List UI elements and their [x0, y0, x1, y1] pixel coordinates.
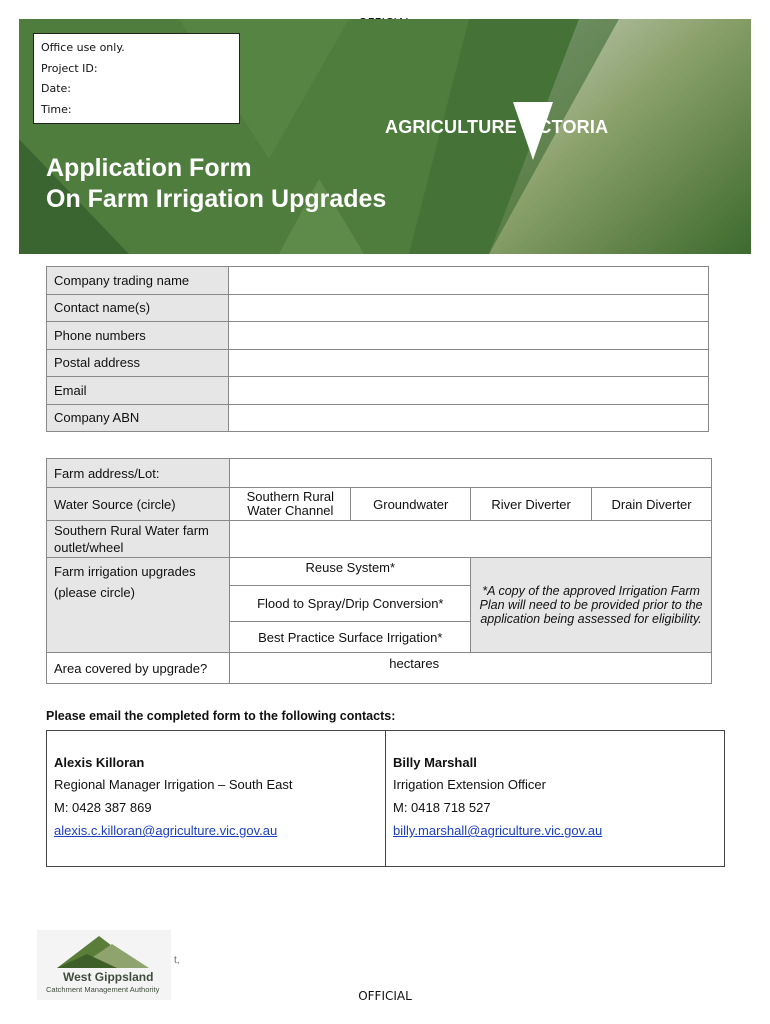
outlet-wheel-input[interactable]	[230, 521, 712, 558]
office-use-box	[33, 33, 240, 124]
company-field-label: Postal address	[47, 349, 229, 377]
water-source-option-srw-channel[interactable]: Southern Rural Water Channel	[230, 488, 351, 521]
date-label: Date:	[41, 82, 71, 95]
farm-plan-note: *A copy of the approved Irrigation Farm Plan will need to be provided prior to the application being assessed for eligibility.	[471, 558, 712, 653]
email-instruction: Please email the completed form to the following contacts:	[46, 709, 396, 723]
company-field-row	[47, 294, 709, 322]
contact-role: Irrigation Extension Officer	[393, 777, 546, 792]
hills-icon	[37, 930, 171, 970]
outlet-wheel-label: Southern Rural Water farm outlet/wheel	[47, 521, 230, 558]
contact-role: Regional Manager Irrigation – South East	[54, 777, 293, 792]
farm-details-table	[46, 458, 712, 684]
company-field-input[interactable]	[229, 267, 709, 295]
title-line-2: On Farm Irrigation Upgrades	[46, 185, 387, 213]
agriculture-victoria-logo	[385, 102, 625, 162]
company-field-row	[47, 322, 709, 350]
form-title	[46, 153, 386, 215]
official-marking-bottom: OFFICIAL	[358, 989, 412, 1003]
area-hectares-input[interactable]: hectares	[230, 653, 712, 684]
company-field-row	[47, 377, 709, 405]
please-circle-note: (please circle)	[54, 585, 135, 600]
company-field-label: Company ABN	[47, 404, 229, 432]
irrigation-upgrades-label	[47, 558, 230, 653]
company-field-input[interactable]	[229, 294, 709, 322]
logo-word-victoria: VICTORIA	[521, 117, 609, 137]
contact-card	[47, 731, 386, 866]
company-field-label: Contact name(s)	[47, 294, 229, 322]
area-covered-label: Area covered by upgrade?	[47, 653, 230, 684]
upgrade-option-flood-to-spray[interactable]: Flood to Spray/Drip Conversion*	[230, 586, 471, 622]
company-field-label: Company trading name	[47, 267, 229, 295]
water-source-option-drain-diverter[interactable]: Drain Diverter	[592, 488, 712, 521]
water-source-option-river-diverter[interactable]: River Diverter	[471, 488, 592, 521]
title-line-1: Application Form	[46, 154, 252, 182]
company-field-input[interactable]	[229, 404, 709, 432]
water-source-label: Water Source (circle)	[47, 488, 230, 521]
water-source-option-groundwater[interactable]: Groundwater	[351, 488, 471, 521]
upgrade-option-surface-irrigation[interactable]: Best Practice Surface Irrigation*	[230, 622, 471, 653]
contact-phone: M: 0428 387 869	[54, 800, 152, 815]
company-field-label: Email	[47, 377, 229, 405]
wg-logo-subtitle: Catchment Management Authority	[46, 985, 160, 994]
contact-phone: M: 0418 718 527	[393, 800, 491, 815]
time-label: Time:	[41, 102, 72, 116]
contact-card	[386, 731, 721, 866]
upgrade-option-reuse[interactable]: Reuse System*	[230, 558, 471, 586]
stray-text-mark: t,	[174, 955, 180, 966]
contacts-box	[46, 730, 725, 867]
logo-word-agriculture: AGRICULTURE	[385, 117, 517, 137]
company-details-table	[46, 266, 709, 432]
farm-address-label: Farm address/Lot:	[47, 459, 230, 488]
header-banner	[19, 19, 751, 254]
company-field-label: Phone numbers	[47, 322, 229, 350]
company-field-input[interactable]	[229, 322, 709, 350]
company-field-input[interactable]	[229, 377, 709, 405]
contact-email-link[interactable]: billy.marshall@agriculture.vic.gov.au	[393, 823, 603, 838]
company-field-input[interactable]	[229, 349, 709, 377]
contact-name: Alexis Killoran	[54, 755, 145, 770]
company-field-row	[47, 349, 709, 377]
wg-logo-name: West Gippsland	[63, 970, 154, 984]
company-field-row	[47, 267, 709, 295]
irrigation-upgrades-title: Farm irrigation upgrades	[54, 564, 196, 579]
project-id-label: Project ID:	[41, 61, 98, 75]
office-use-label: Office use only.	[41, 41, 125, 54]
farm-address-input[interactable]	[230, 459, 712, 488]
contact-email-link[interactable]: alexis.c.killoran@agriculture.vic.gov.au	[54, 823, 278, 838]
company-field-row	[47, 404, 709, 432]
contact-name: Billy Marshall	[393, 755, 477, 770]
